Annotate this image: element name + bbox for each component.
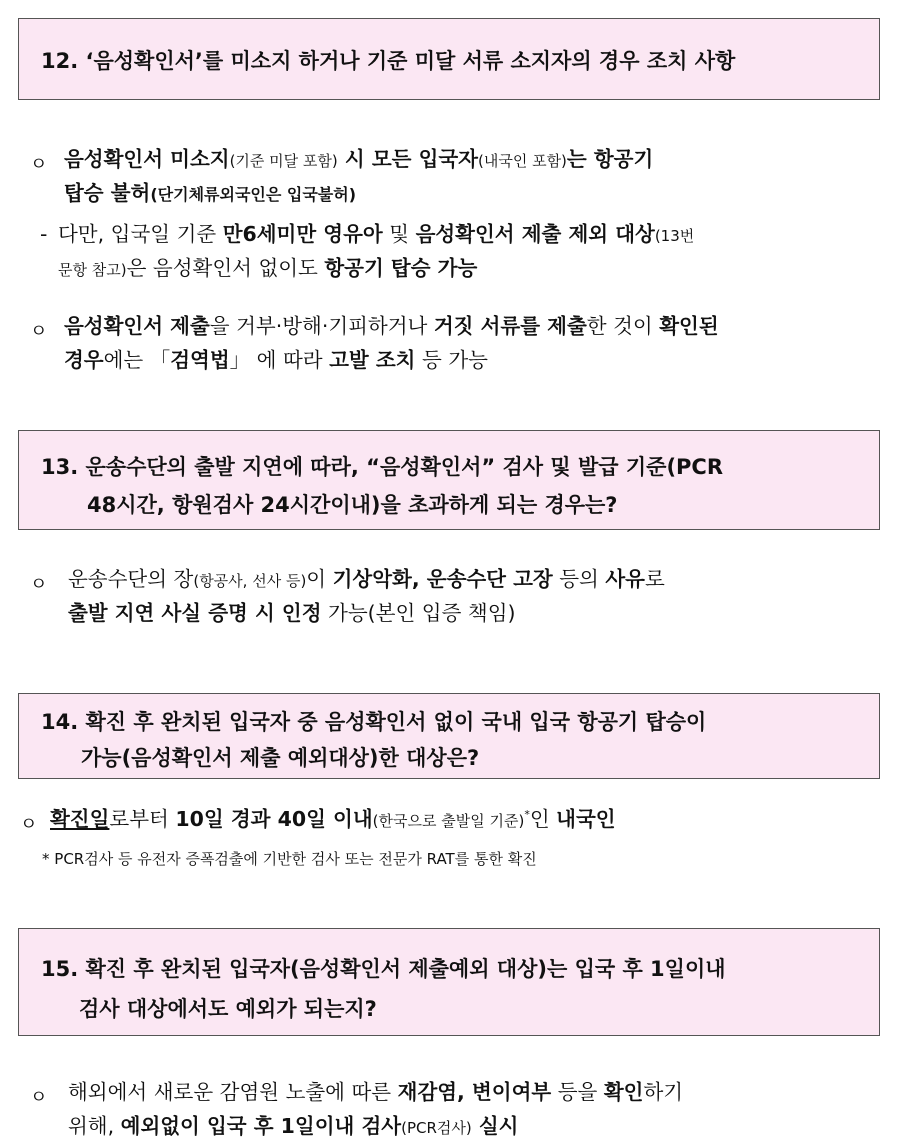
question-15-line1: 15. 확진 후 완치된 입국자(음성확인서 제출예외 대상)는 입국 후 1일이내: [41, 957, 726, 981]
question-12-title: 12. ‘음성확인서’를 미소지 하거나 기준 미달 서류 소지자의 경우 조치 사항: [41, 49, 736, 73]
question-12-box: [18, 18, 880, 100]
bullet: ㅇ: [30, 321, 48, 342]
a12-p2-line2: 문항 참고)은 음성확인서 없이도 항공기 탑승 가능: [58, 256, 478, 280]
a15-line1: 해외에서 새로운 감염원 노출에 따른 재감염, 변이여부 등을 확인하기: [68, 1080, 684, 1104]
question-14-line2: 가능(음성확인서 제출 예외대상)한 대상은?: [81, 746, 480, 770]
bullet: ㅇ: [30, 574, 48, 595]
a12-p1-line2: 탑승 불허(단기체류외국인은 입국불허): [64, 181, 357, 205]
a15-line2: 위해, 예외없이 입국 후 1일이내 검사(PCR검사) 실시: [68, 1114, 519, 1138]
bullet: ㅇ: [30, 1087, 48, 1108]
a14-footnote: * PCR검사 등 유전자 증폭검출에 기반한 검사 또는 전문가 RAT를 통한 확진: [42, 850, 537, 868]
question-14-line1: 14. 확진 후 완치된 입국자 중 음성확인서 없이 국내 입국 항공기 탑승이: [41, 710, 707, 734]
bullet: ㅇ: [30, 154, 48, 175]
dash: -: [40, 222, 48, 246]
question-13-box: [18, 430, 880, 530]
a12-p3-line1: 음성확인서 제출을 거부·방해·기피하거나 거짓 서류를 제출한 것이 확인된: [64, 314, 719, 338]
a13-line1: 운송수단의 장(항공사, 선사 등)이 기상악화, 운송수단 고장 등의 사유로: [68, 567, 665, 591]
question-15-line2: 검사 대상에서도 예외가 되는지?: [79, 997, 377, 1021]
question-13-line1: 13. 운송수단의 출발 지연에 따라, “음성확인서” 검사 및 발급 기준(PCR: [41, 455, 724, 479]
a12-p3-line2: 경우에는 「검역법」 에 따라 고발 조치 등 가능: [64, 348, 488, 372]
a13-line2: 출발 지연 사실 증명 시 인정 가능(본인 입증 책임): [68, 601, 516, 625]
a12-p1-line1: 음성확인서 미소지(기준 미달 포함) 시 모든 입국자(내국인 포함)는 항공기: [64, 147, 654, 171]
bullet: ㅇ: [20, 814, 38, 835]
a12-p2-line1: 다만, 입국일 기준 만6세미만 영유아 및 음성확인서 제출 제외 대상(13번: [58, 222, 695, 246]
a14-line1: 확진일로부터 10일 경과 40일 이내(한국으로 출발일 기준)*인 내국인: [50, 807, 616, 831]
question-14-box: [18, 693, 880, 779]
question-15-box: [18, 928, 880, 1036]
question-13-line2: 48시간, 항원검사 24시간이내)을 초과하게 되는 경우는?: [87, 493, 618, 517]
